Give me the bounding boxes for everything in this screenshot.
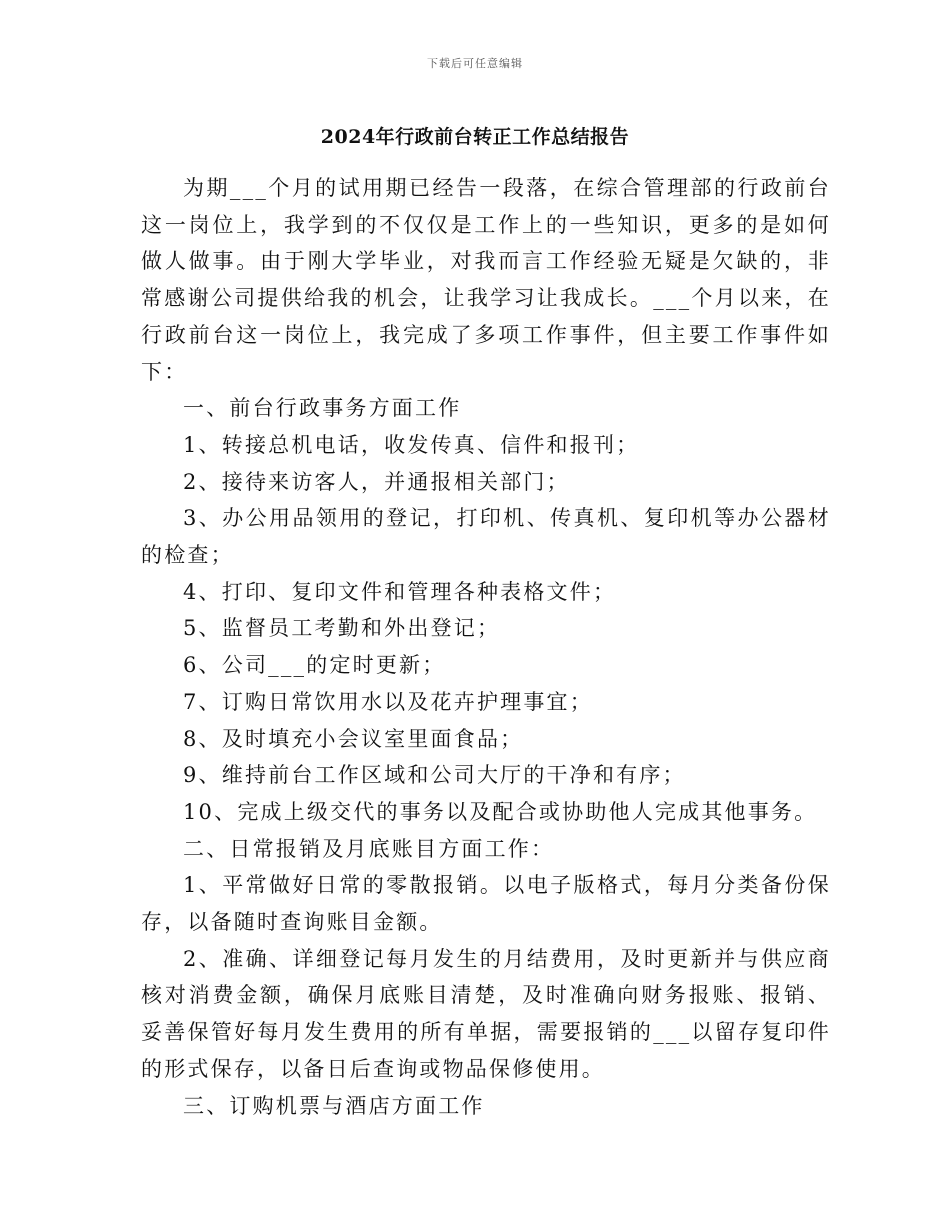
list-item: 3、办公用品领用的登记，打印机、传真机、复印机等办公器材的检查；: [141, 506, 831, 568]
list-item: 2、接待来访客人，并通报相关部门；: [183, 469, 570, 494]
list-item: 1、转接总机电话，收发传真、信件和报刊；: [183, 432, 640, 457]
list-item: 9、维持前台工作区域和公司大厅的干净和有序；: [183, 763, 686, 788]
header-note: 下载后可任意编辑: [427, 57, 523, 70]
document-body: [141, 170, 831, 1124]
list-item: 7、订购日常饮用水以及花卉护理事宜；: [183, 689, 593, 714]
section-heading-2: 二、日常报销及月底账目方面工作：: [183, 836, 555, 861]
list-item: 10、完成上级交代的事务以及配合或协助他人完成其他事务。: [183, 799, 818, 824]
list-item: 4、打印、复印文件和管理各种表格文件；: [183, 579, 617, 604]
section-heading-1: 一、前台行政事务方面工作: [183, 396, 462, 421]
list-item: 1、平常做好日常的零散报销。以电子版格式，每月分类备份保存，以备随时查询账目金额。: [141, 873, 831, 935]
list-item: 2、准确、详细登记每月发生的月结费用，及时更新并与供应商核对消费金额，确保月底账目清楚，及时准确向财务报账、报销、妥善保管好每月发生费用的所有单据，需要报销的___以留存复印件的形式保存，以备日后查询或物品保修使用。: [141, 946, 831, 1081]
list-item: 5、监督员工考勤和外出登记；: [183, 616, 501, 641]
intro-paragraph: 为期___个月的试用期已经告一段落，在综合管理部的行政前台这一岗位上，我学到的不仅仅是工作上的一些知识，更多的是如何做人做事。由于刚大学毕业，对我而言工作经验无疑是欠缺的，非常感谢公司提供给我的机会，让我学习让我成长。___个月以来，在行政前台这一岗位上，我完成了多项工作事件，但主要工作事件如下：: [141, 176, 831, 384]
section-heading-3: 三、订购机票与酒店方面工作: [183, 1093, 485, 1118]
list-item: 6、公司___的定时更新；: [183, 653, 446, 678]
document-title: 2024年行政前台转正工作总结报告: [320, 126, 630, 148]
list-item: 8、及时填充小会议室里面食品；: [183, 726, 524, 751]
